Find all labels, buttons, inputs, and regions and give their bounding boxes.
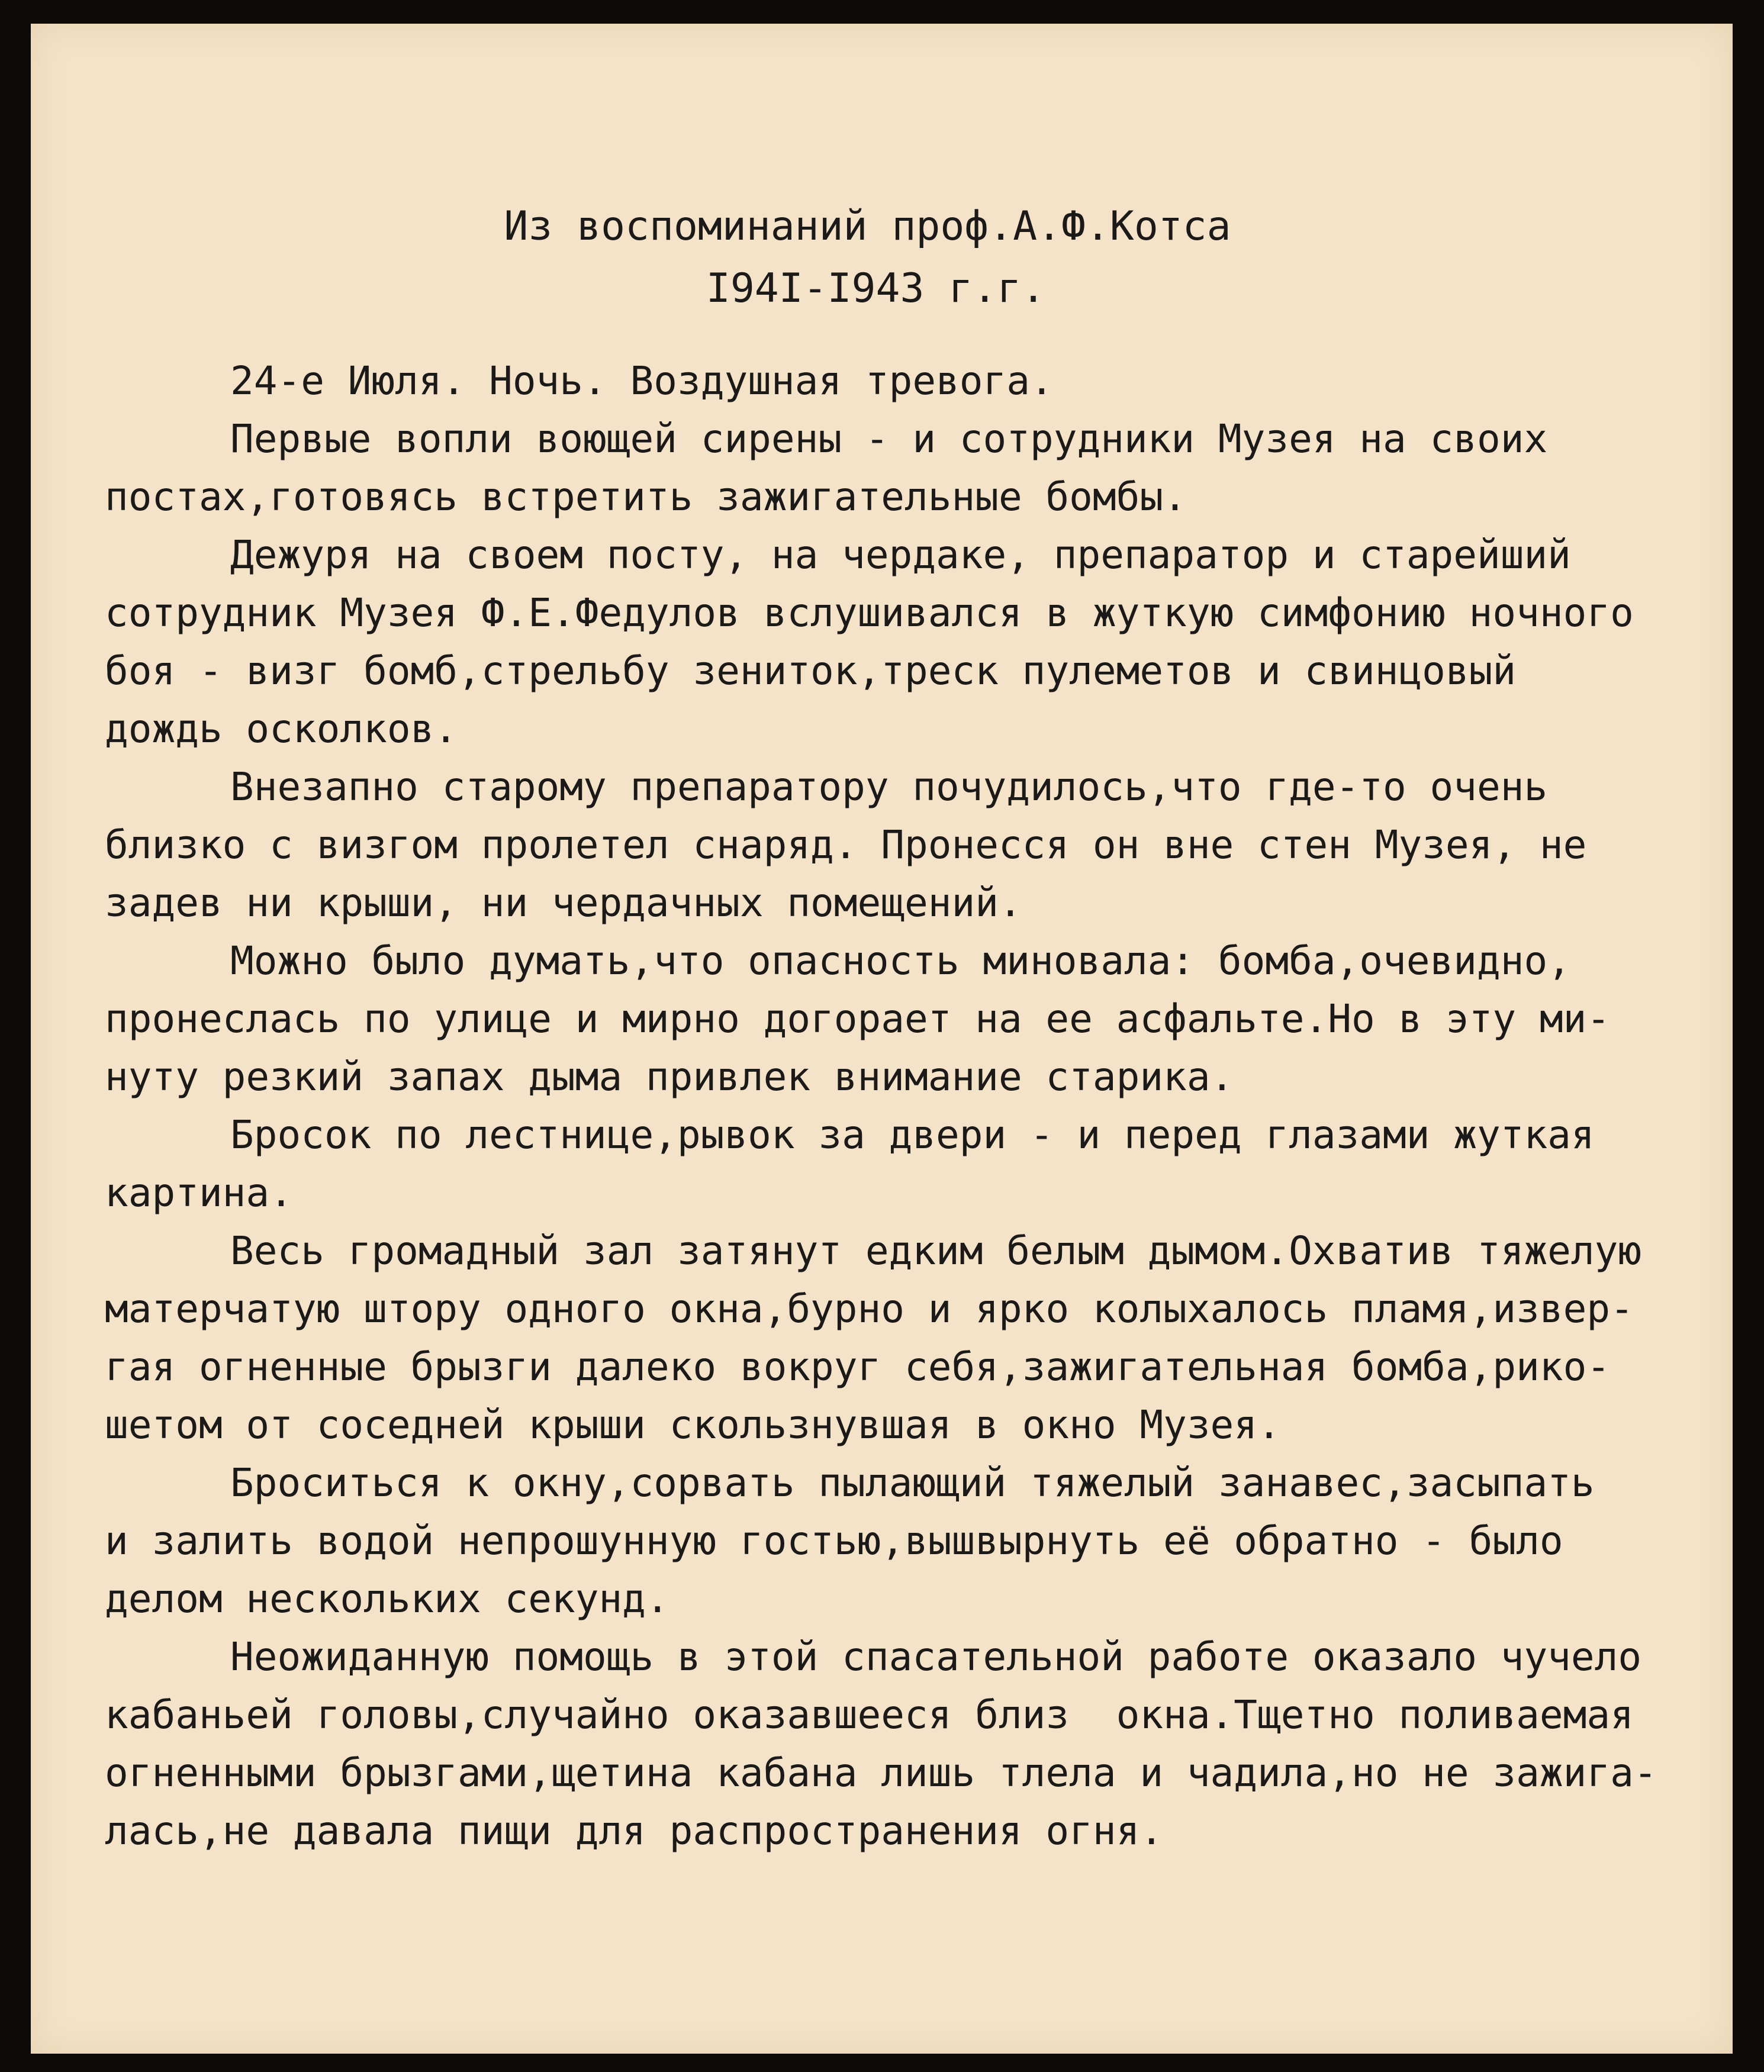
paragraph xyxy=(105,1454,1715,1628)
text-line: огненными брызгами,щетина кабана лишь тлела и чадила,но не зажига- xyxy=(105,1750,1657,1796)
paragraph xyxy=(105,1628,1715,1860)
text-line: сотрудник Музея Ф.Е.Федулов вслушивался в жуткую симфонию ночного xyxy=(105,590,1634,636)
text-line: Бросок по лестнице,рывок за двери - и перед глазами жуткая xyxy=(230,1112,1595,1158)
text-line: Первые вопли воющей сирены - и сотрудники Музея на своих xyxy=(230,416,1548,462)
text-line: задев ни крыши, ни чердачных помещений. xyxy=(105,880,1022,926)
text-line: Внезапно старому препаратору почудилось,что где-то очень xyxy=(230,764,1548,810)
text-line: кабаньей головы,случайно оказавшееся близ окна.Тщетно поливаемая xyxy=(105,1692,1634,1738)
paragraph xyxy=(105,526,1715,758)
text-line: картина. xyxy=(105,1170,293,1216)
paragraph xyxy=(105,758,1715,932)
text-line: делом нескольких секунд. xyxy=(105,1576,669,1622)
text-line: 24-е Июля. Ночь. Воздушная тревога. xyxy=(230,358,1054,404)
text-line: и залить водой непрошунную гостью,вышвырнуть её обратно - было xyxy=(105,1518,1563,1564)
paragraph xyxy=(105,932,1715,1106)
paragraph xyxy=(105,352,1715,410)
text-line: Весь громадный зал затянут едким белым дымом.Охватив тяжелую xyxy=(230,1228,1642,1274)
text-line: близко с визгом пролетел снаряд. Пронесся он вне стен Музея, не xyxy=(105,822,1587,868)
text-line: лась,не давала пищи для распространения огня. xyxy=(105,1808,1164,1854)
title-years: I94I-I943 г.г. xyxy=(706,265,1046,312)
text-line: матерчатую штору одного окна,бурно и ярко колыхалось пламя,извер- xyxy=(105,1286,1634,1332)
paragraph xyxy=(105,1106,1715,1222)
text-line: нуту резкий запах дыма привлек внимание старика. xyxy=(105,1054,1234,1100)
document-title xyxy=(31,195,1733,320)
paragraph xyxy=(105,410,1715,526)
text-line: Можно было думать,что опасность миновала: бомба,очевидно, xyxy=(230,938,1571,984)
text-line: боя - визг бомб,стрельбу зениток,треск пулеметов и свинцовый xyxy=(105,648,1517,694)
text-line: гая огненные брызги далеко вокруг себя,зажигательная бомба,рико- xyxy=(105,1344,1611,1390)
document-body xyxy=(105,352,1715,1860)
text-line: шетом от соседней крыши скользнувшая в окно Музея. xyxy=(105,1402,1281,1448)
text-line: дождь осколков. xyxy=(105,706,458,752)
text-line: Броситься к окну,сорвать пылающий тяжелый занавес,засыпать xyxy=(230,1460,1595,1506)
text-line: Дежуря на своем посту, на чердаке, препаратор и старейший xyxy=(230,532,1571,578)
text-line: Неожиданную помощь в этой спасательной работе оказало чучело xyxy=(230,1634,1642,1680)
document-page xyxy=(31,24,1733,2054)
text-line: пронеслась по улице и мирно догорает на ее асфальте.Но в эту ми- xyxy=(105,996,1611,1042)
title-line: Из воспоминаний проф.А.Ф.Котса xyxy=(504,203,1231,250)
paragraph xyxy=(105,1222,1715,1454)
text-line: постах,готовясь встретить зажигательные бомбы. xyxy=(105,474,1187,520)
